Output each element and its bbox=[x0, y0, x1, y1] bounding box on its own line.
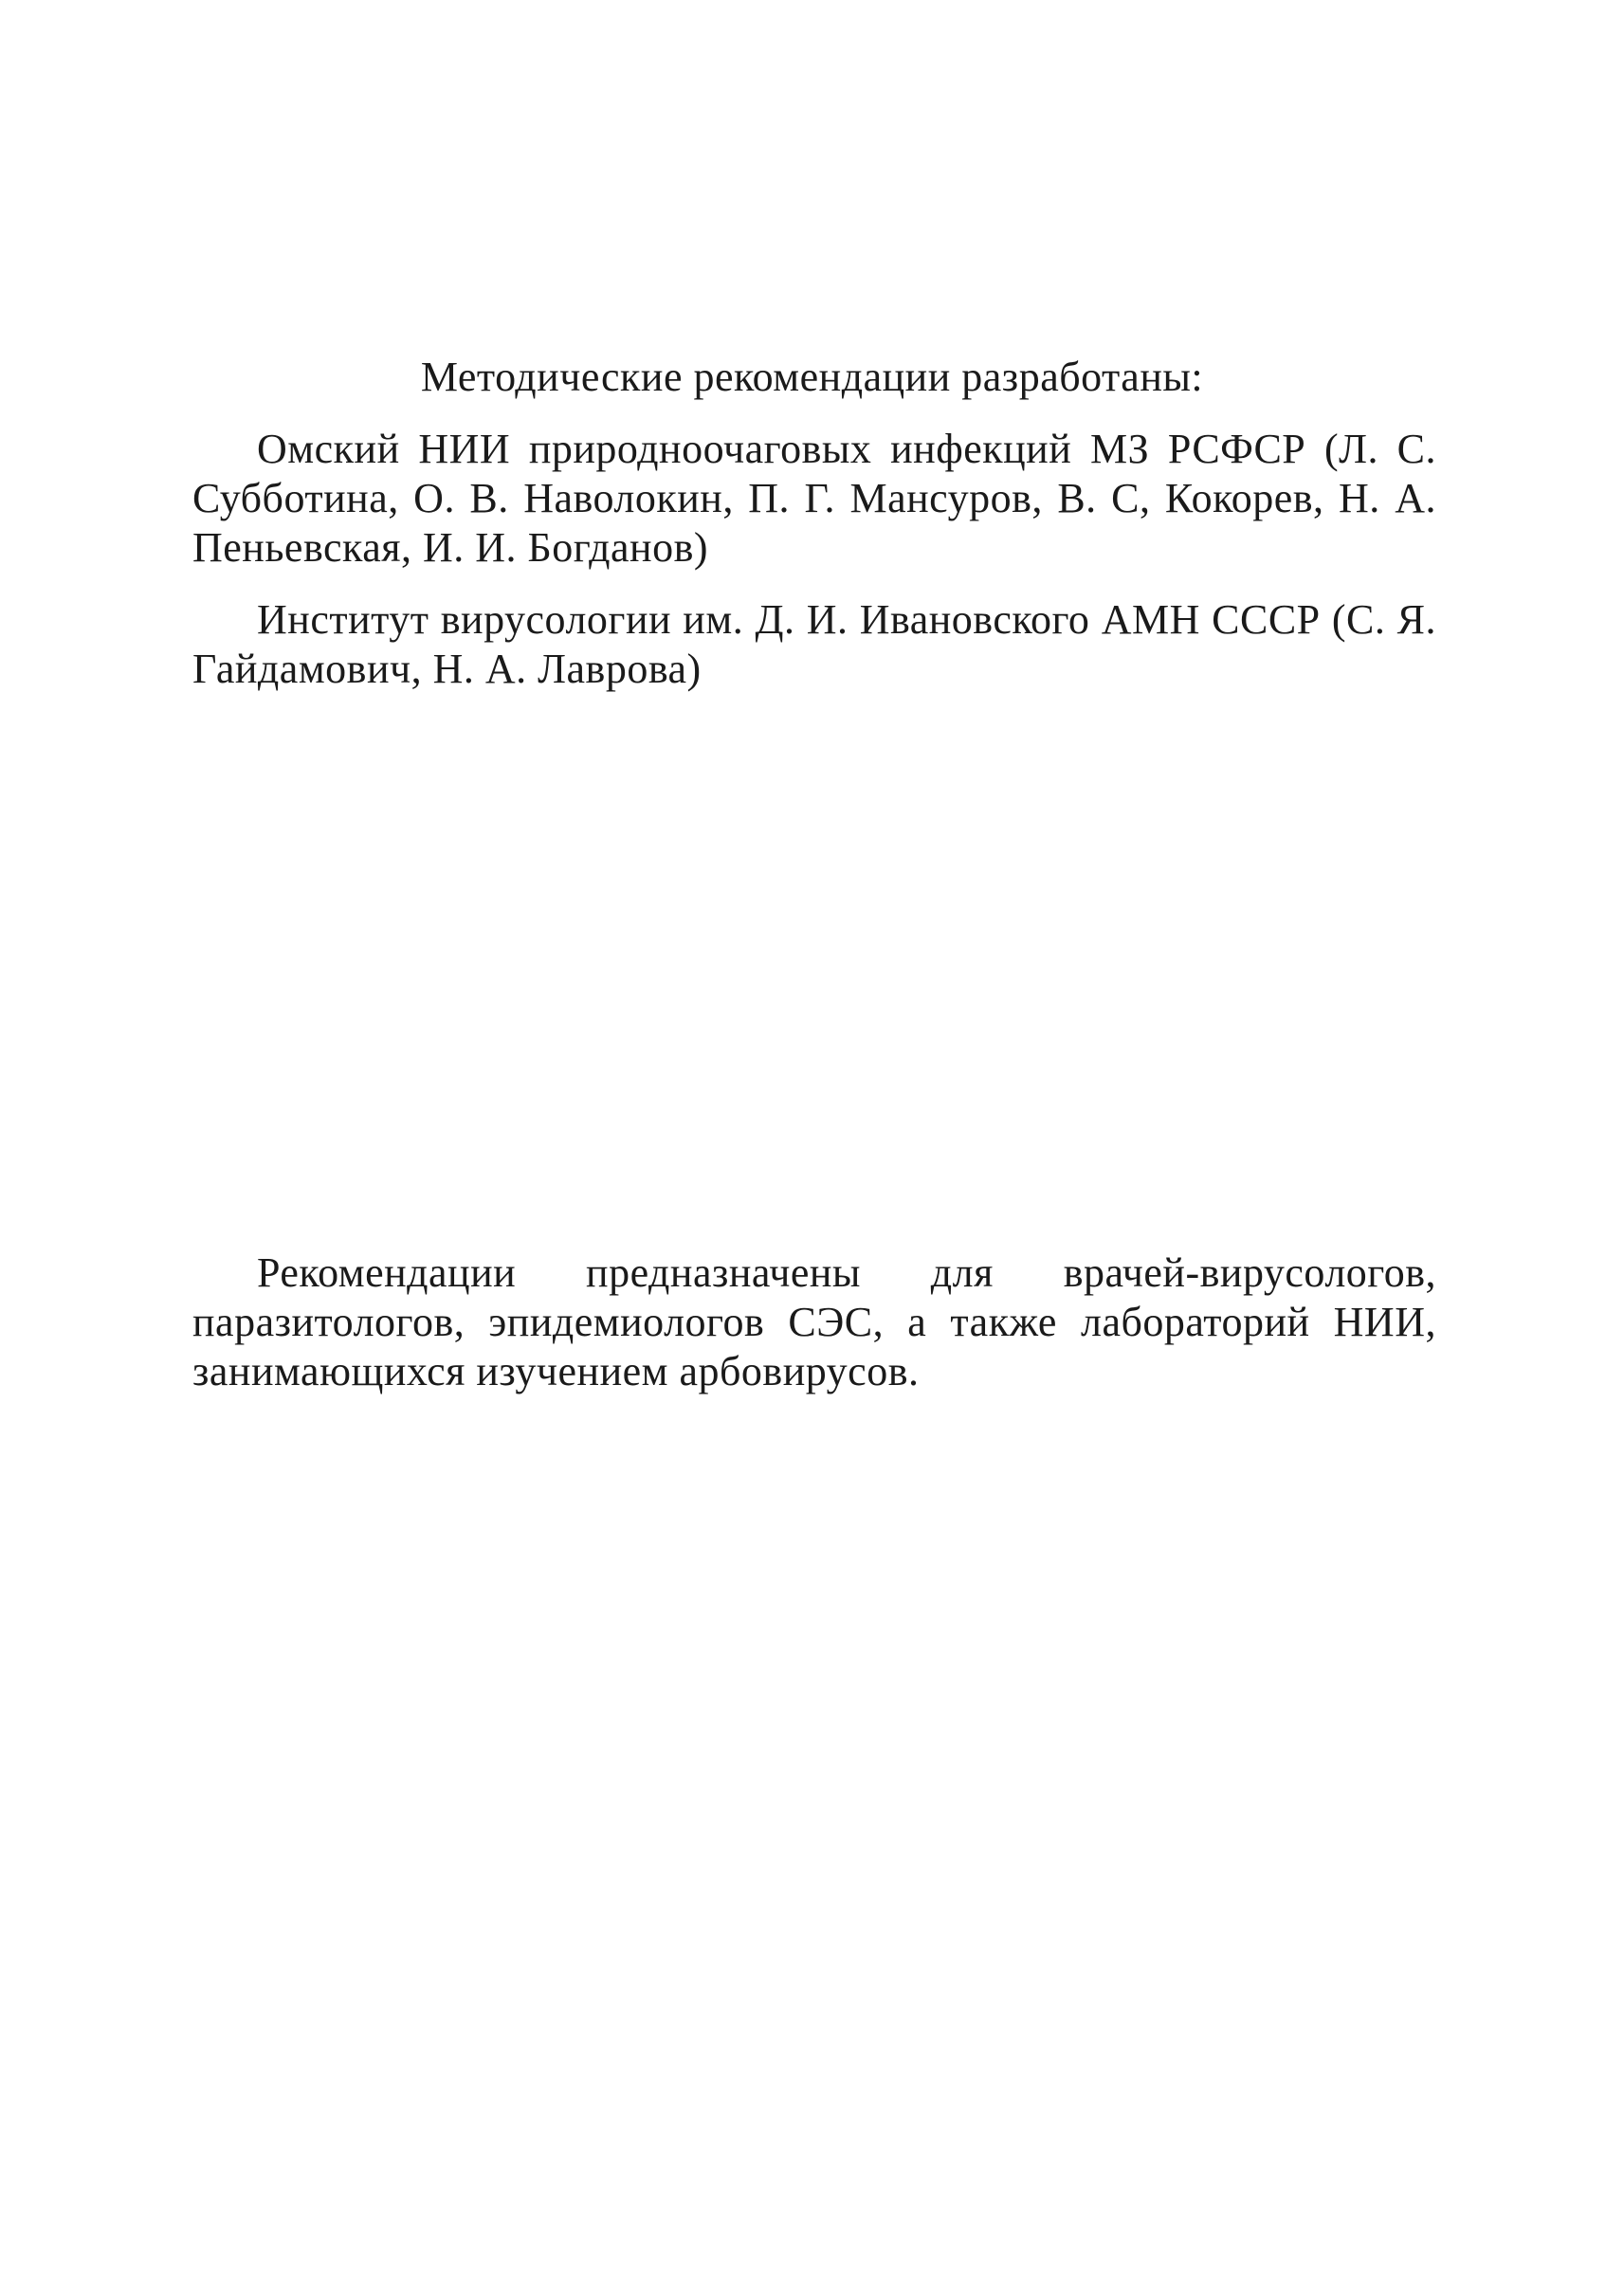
developer-omsk-institute bbox=[192, 425, 1436, 573]
developer-omsk-text: Омский НИИ природноочаговых инфекций МЗ РСФСР (Л. С. Субботина, О. В. Наволокин, П. Г. Мансуров, В. С, Кокорев, Н. А. Пеньевская, И. И. Богданов) bbox=[192, 426, 1436, 571]
developer-virology-text: Институт вирусологии им. Д. И. Ивановского АМН СССР (С. Я. Гайдамович, Н. А. Лаврова) bbox=[192, 596, 1436, 692]
developer-virology-institute bbox=[192, 595, 1436, 694]
purpose-note bbox=[192, 1248, 1436, 1396]
developers-heading: Методические рекомендации разработаны: bbox=[420, 354, 1204, 400]
purpose-text: Рекомендации предназначены для врачей-вирусологов, паразитологов, эпидемиологов СЭС, а также лабораторий НИИ, занимающихся изучением арбовирусов. bbox=[192, 1249, 1436, 1394]
